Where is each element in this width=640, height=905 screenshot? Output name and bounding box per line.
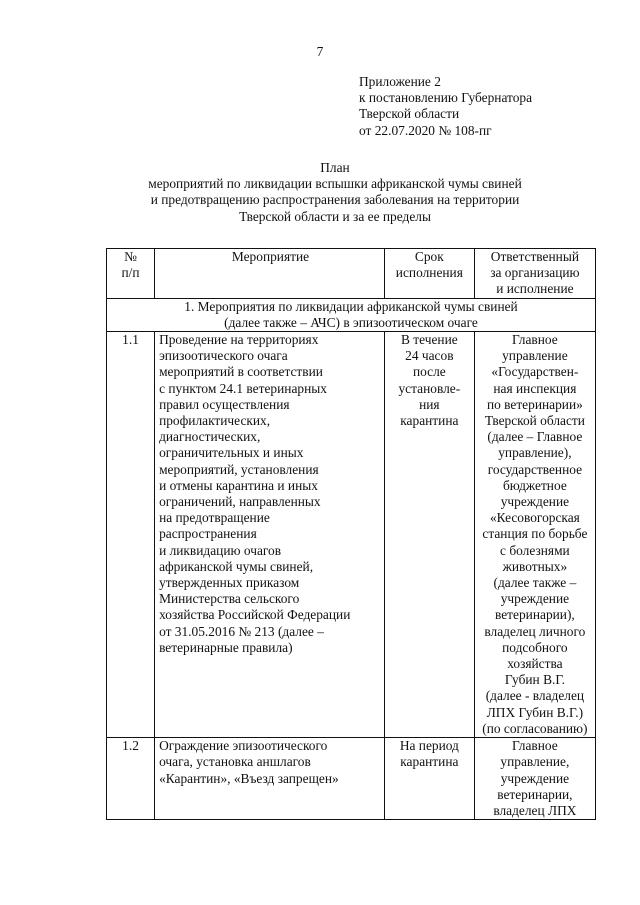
cell-line: «Карантин», «Въезд запрещен»	[159, 770, 339, 786]
cell-line: «Государствен-	[491, 364, 579, 380]
cell-line: ЛПХ Губин В.Г.)	[486, 704, 584, 720]
row-activity	[155, 332, 385, 738]
section-heading-row	[107, 298, 596, 331]
title-line: и предотвращению распространения заболевания на территории	[150, 192, 520, 208]
cell-line: мероприятий в соответствии	[159, 364, 323, 380]
cell-line: хозяйства	[507, 656, 563, 672]
cell-line: с пунктом 24.1 ветеринарных	[159, 380, 327, 396]
cell-line: распространения	[159, 526, 257, 542]
cell-line: ния	[419, 396, 440, 412]
cell-line: Ограждение эпизоотического	[159, 738, 328, 754]
cell-line: бюджетное	[502, 477, 567, 493]
title-line: Тверской области и за ее пределы	[239, 208, 431, 224]
row-activity	[155, 738, 385, 820]
section-heading: 1. Мероприятия по ликвидации африканской чумы свиней (далее также – АЧС) в эпизоотическом очаге	[107, 298, 596, 331]
row-term	[384, 738, 474, 820]
cell-line: подсобного	[502, 639, 568, 655]
title-line: План	[320, 160, 350, 175]
cell-line: Губин В.Г.	[504, 672, 565, 688]
cell-line: Тверской области	[484, 413, 585, 429]
cell-line: ная инспекция	[493, 380, 577, 396]
cell-line: владелец ЛПХ	[493, 802, 577, 818]
cell-line: ограничений, направленных	[159, 494, 321, 510]
cell-line: животных»	[502, 558, 568, 574]
cell-line: государственное	[487, 461, 583, 477]
cell-line: установле-	[398, 380, 461, 396]
cell-line: Министерства сельского	[159, 591, 300, 607]
cell-line: 24 часов	[405, 348, 454, 364]
title-line: мероприятий по ликвидации вспышки африканской чумы свиней	[148, 176, 522, 192]
cell-line: На период	[399, 738, 459, 754]
row-responsible	[474, 738, 595, 820]
cell-line: карантина	[400, 754, 459, 770]
row-responsible	[474, 332, 595, 738]
table-row	[107, 332, 596, 738]
cell-line: «Кесовогорская	[489, 510, 580, 526]
appendix-block	[359, 74, 619, 139]
cell-line: очага, установка аншлагов	[159, 754, 311, 770]
header-term: Срок исполнения	[384, 249, 474, 299]
cell-line: (далее также –	[493, 575, 577, 591]
cell-line: после	[412, 364, 446, 380]
cell-line: ветеринарии),	[494, 607, 575, 623]
cell-line: (по согласованию)	[482, 720, 588, 736]
cell-line: с болезнями	[500, 542, 570, 558]
cell-line: ветеринарии,	[497, 786, 573, 802]
cell-line: карантина	[400, 413, 459, 429]
cell-line: управление),	[498, 445, 572, 461]
header-activity: Мероприятие	[155, 249, 385, 299]
appendix-line: Тверской области	[359, 106, 460, 122]
cell-line: ограничительных и иных	[159, 445, 304, 461]
cell-line: управление,	[500, 754, 570, 770]
cell-line: управление	[502, 348, 568, 364]
cell-line: от 31.05.2016 № 213 (далее –	[159, 623, 324, 639]
cell-line: профилактических,	[159, 413, 271, 429]
header-responsible: Ответственный за организацию и исполнение	[474, 249, 595, 299]
row-num: 1.2	[107, 738, 155, 820]
cell-line: эпизоотического очага	[159, 348, 288, 364]
cell-line: Главное	[512, 738, 558, 754]
cell-line: учреждение	[500, 591, 570, 607]
cell-line: учреждение	[500, 494, 570, 510]
cell-line: владелец личного	[484, 623, 586, 639]
appendix-line: от 22.07.2020 № 108-пг	[359, 122, 492, 138]
row-num: 1.1	[107, 332, 155, 738]
cell-line: ветеринарные правила)	[159, 639, 293, 655]
cell-line: хозяйства Российской Федерации	[159, 607, 351, 623]
cell-line: диагностических,	[159, 429, 261, 445]
cell-line: и ликвидацию очагов	[159, 542, 282, 558]
header-num: № п/п	[107, 249, 155, 299]
page-number: 7	[316, 44, 324, 59]
cell-line: утвержденных приказом	[159, 575, 300, 591]
cell-line: В течение	[400, 332, 458, 348]
plan-table	[106, 248, 596, 820]
cell-line: на предотвращение	[159, 510, 270, 526]
cell-line: (далее – Главное	[487, 429, 583, 445]
cell-line: африканской чумы свиней,	[159, 558, 314, 574]
cell-line: правил осуществления	[159, 396, 290, 412]
cell-line: (далее - владелец	[485, 688, 585, 704]
row-term	[384, 332, 474, 738]
cell-line: по ветеринарии»	[486, 396, 583, 412]
cell-line: станция по борьбе	[482, 526, 588, 542]
table-header-row	[107, 249, 596, 299]
cell-line: и отмены карантина и иных	[159, 477, 318, 493]
appendix-line: к постановлению Губернатора	[359, 90, 533, 106]
cell-line: Главное	[512, 332, 558, 348]
table-row	[107, 738, 596, 820]
document-title	[100, 160, 570, 225]
appendix-line: Приложение 2	[359, 74, 441, 89]
cell-line: учреждение	[500, 770, 570, 786]
cell-line: мероприятий, установления	[159, 461, 319, 477]
cell-line: Проведение на территориях	[159, 332, 319, 348]
